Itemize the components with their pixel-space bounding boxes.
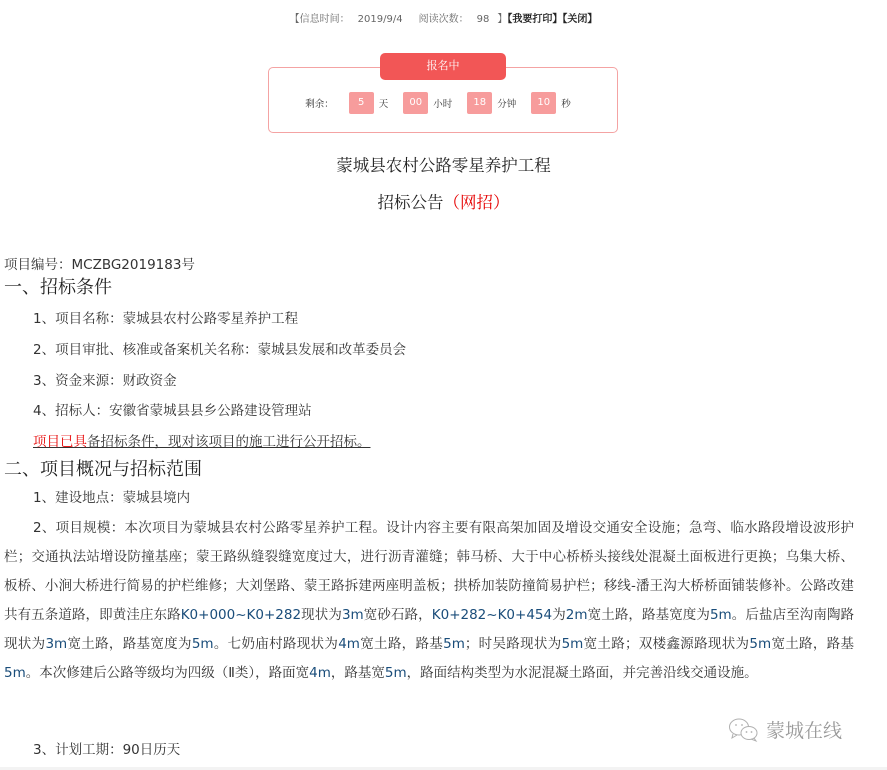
subtitle-highlight: （网招） (443, 193, 510, 212)
measurement-value: 5m (749, 636, 772, 652)
project-scale-paragraph (4, 514, 854, 688)
measurement-value: 5m (4, 665, 26, 681)
measurement-value: K0+282~K0+454 (431, 607, 553, 623)
watermark-text: 蒙城在线 (766, 720, 843, 742)
section-2-item: 1、建设地点：蒙城县境内 (33, 490, 191, 506)
paragraph-text: 。后盐店至沟南陶路现状为 (4, 607, 855, 652)
measurement-value: 4m (309, 665, 331, 681)
paragraph-text: 现状为 (301, 607, 342, 623)
countdown-minutes-unit: 分钟 (497, 99, 517, 110)
read-count-value: 98 (476, 14, 490, 25)
measurement-value: 4m (338, 636, 360, 652)
measurement-value: 5m (384, 665, 407, 681)
measurement-value: 5m (561, 636, 584, 652)
measurement-value: 2m (565, 607, 588, 623)
section-1-heading: 一、招标条件 (4, 277, 112, 298)
wechat-icon (728, 717, 760, 743)
countdown-row (269, 92, 617, 114)
page-subtitle (0, 189, 887, 213)
countdown-seconds: 10 (531, 92, 556, 114)
paragraph-text: ，路面结构类型为水泥混凝土路面，并完善沿线交通设施。 (406, 665, 758, 681)
paragraph-text: 宽土路，路基宽度为 (67, 636, 192, 652)
close-link[interactable]: 【关闭】 (562, 14, 598, 25)
paragraph-text: 宽土路，路基宽度为 (587, 607, 710, 623)
section-1-item: 2、项目审批、核准或备案机关名称：蒙城县发展和改革委员会 (33, 342, 407, 358)
measurement-value: 3m (341, 607, 364, 623)
read-count-label: 阅读次数： (418, 14, 469, 25)
info-time-value: 2019/9/4 (357, 14, 403, 25)
paragraph-text: ；时吴路现状为 (464, 636, 562, 652)
page-title: 蒙城县农村公路零星养护工程 (336, 156, 551, 175)
measurement-value: 5m (709, 607, 732, 623)
countdown-minutes: 18 (467, 92, 492, 114)
paragraph-text: 宽土路，路基 (771, 636, 854, 652)
measurement-value: K0+000~K0+282 (180, 607, 302, 623)
countdown-lead: 剩余： (305, 99, 334, 110)
countdown-seconds-unit: 秒 (561, 99, 571, 110)
info-bar (0, 10, 887, 25)
info-close-bracket: 】 (497, 14, 508, 25)
paragraph-text: 。七奶庙村路现状为 (213, 636, 339, 652)
print-link[interactable]: 【我要打印】 (507, 14, 563, 25)
registration-status-badge: 报名中 (380, 53, 506, 80)
info-time-label: 【信息时间： (289, 14, 350, 25)
paragraph-text: 。本次修建后公路等级均为四级（Ⅱ类），路面宽 (25, 665, 310, 681)
measurement-value: 5m (443, 636, 465, 652)
tender-statement (33, 430, 371, 450)
countdown-days-unit: 天 (378, 99, 389, 110)
section-2-item: 3、计划工期：90日历天 (33, 742, 181, 758)
project-number: 项目编号：MCZBG2019183号 (4, 257, 195, 273)
section-1-item: 1、项目名称：蒙城县农村公路零星养护工程 (33, 311, 299, 327)
paragraph-text: 为 (552, 607, 566, 623)
paragraph-text: 宽土路，路基 (359, 636, 444, 652)
paragraph-text: 宽土路；双楼鑫源路现状为 (583, 636, 750, 652)
paragraph-text: ，路基宽 (330, 665, 385, 681)
measurement-value: 3m (45, 636, 68, 652)
paragraph-text: 宽砂石路， (363, 607, 432, 623)
section-2-heading: 二、项目概况与招标范围 (4, 459, 202, 480)
subtitle-text: 招标公告 (377, 193, 444, 212)
countdown-hours-unit: 小时 (433, 99, 453, 110)
section-1-item: 4、招标人：安徽省蒙城县县乡公路建设管理站 (33, 403, 312, 419)
tender-statement-red: 项目已具 (33, 434, 87, 450)
paragraph-text: 2、项目规模：本次项目为蒙城县农村公路零星养护工程。设计内容主要有限高架加固及增设交通安全设施；急弯、临水路段增设波形护栏；交通执法站增设防撞基座；蒙王路纵缝裂缝宽度过大，进行沥青灌缝；韩马桥、大于中心桥桥头接线处混凝土面板进行更换；乌集大桥、板桥、小涧大桥进行简易的护栏维修；大刘堡路、蒙王路拆建两座明盖板；拱桥加装防撞简易护栏；移线-潘王沟大桥桥面铺装修补。公路改建共有五条道路，即黄洼庄东路 (4, 520, 854, 623)
measurement-value: 5m (191, 636, 214, 652)
countdown-days: 5 (349, 92, 374, 114)
watermark (728, 716, 842, 743)
countdown-hours: 00 (403, 92, 428, 114)
section-1-item: 3、资金来源：财政资金 (33, 373, 177, 389)
tender-statement-rest: 备招标条件，现对该项目的施工进行公开招标。 (87, 434, 371, 450)
